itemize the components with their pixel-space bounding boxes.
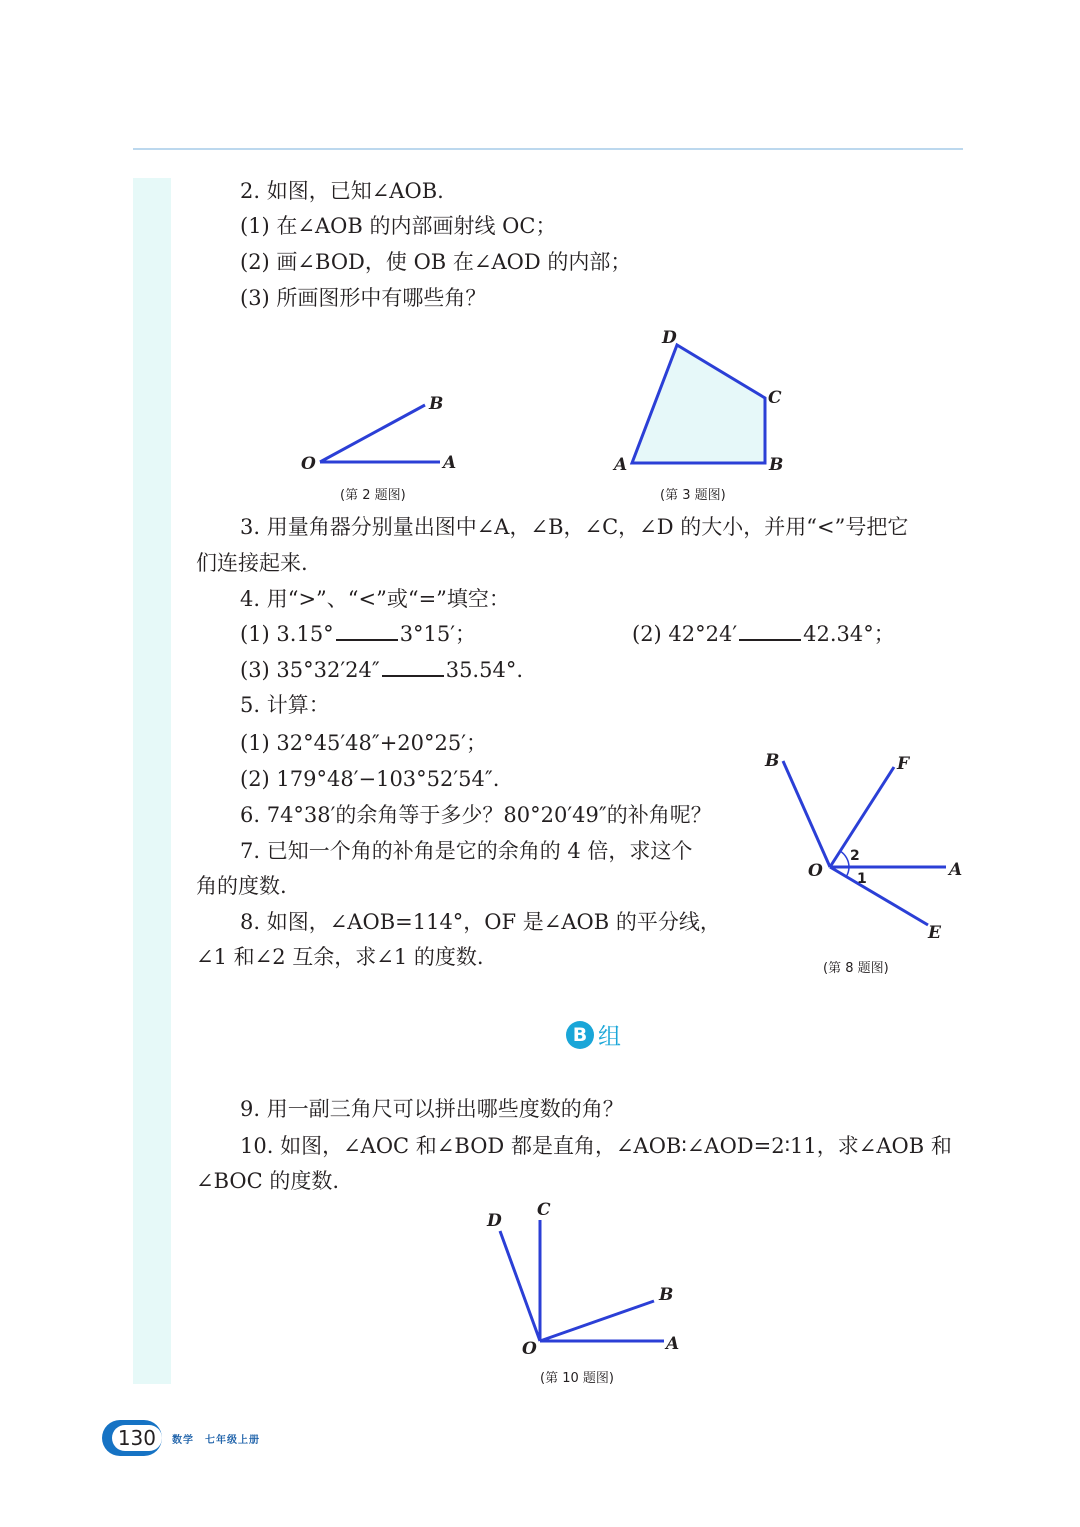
figure-8-label-a: A bbox=[949, 860, 963, 880]
problem-5-title: 5. 计算： bbox=[240, 693, 330, 717]
problem-4-part-3-left: (3) 35°32′24″ bbox=[240, 658, 380, 682]
figure-2-label-o: O bbox=[301, 454, 316, 474]
problem-2-part-1: (1) 在∠AOB 的内部画射线 OC； bbox=[240, 214, 557, 238]
problem-4-part-1 bbox=[240, 621, 476, 647]
problem-3-line-1: 3. 用量角器分别量出图中∠A，∠B，∠C，∠D 的大小，并用“<”号把它 bbox=[240, 515, 909, 539]
problem-4-part-2 bbox=[632, 621, 895, 647]
blank-1[interactable] bbox=[336, 621, 398, 641]
problem-5-part-1: (1) 32°45′48″+20°25′； bbox=[240, 731, 488, 755]
problem-2-title: 2. 如图，已知∠AOB. bbox=[240, 179, 444, 203]
problem-8-line-2: ∠1 和∠2 互余，求∠1 的度数. bbox=[196, 945, 484, 969]
figure-10-label-d: D bbox=[487, 1211, 502, 1231]
page-number: 130 bbox=[112, 1425, 162, 1451]
book-title: 数学 七年级上册 bbox=[172, 1434, 260, 1446]
group-b-label: 组 bbox=[598, 1024, 621, 1050]
problem-10-line-1: 10. 如图，∠AOC 和∠BOD 都是直角，∠AOB∶∠AOD=2∶11，求∠AOB 和 bbox=[240, 1134, 952, 1158]
figure-3-caption: (第 3 题图) bbox=[660, 488, 726, 503]
problem-7-line-1: 7. 已知一个角的补角是它的余角的 4 倍，求这个 bbox=[240, 839, 693, 863]
problem-9: 9. 用一副三角尺可以拼出哪些度数的角？ bbox=[240, 1097, 624, 1121]
sidebar-strip bbox=[133, 178, 171, 1384]
figure-8-caption: (第 8 题图) bbox=[823, 961, 889, 976]
problem-4-part-3-right: 35.54°. bbox=[445, 658, 523, 682]
figure-3 bbox=[605, 325, 800, 480]
problem-4-part-1-right: 3°15′； bbox=[399, 622, 477, 646]
problem-4-part-2-left: (2) 42°24′ bbox=[632, 622, 738, 646]
problem-2-part-2: (2) 画∠BOD，使 OB 在∠AOD 的内部； bbox=[240, 250, 632, 274]
figure-10-label-a: A bbox=[666, 1334, 680, 1354]
problem-10-line-2: ∠BOC 的度数. bbox=[196, 1169, 340, 1193]
problem-8-line-1: 8. 如图，∠AOB=114°，OF 是∠AOB 的平分线， bbox=[240, 910, 721, 934]
figure-8 bbox=[760, 745, 975, 950]
problem-2-part-3: (3) 所画图形中有哪些角？ bbox=[240, 286, 487, 310]
problem-4-title: 4. 用“>”、“<”或“=”填空： bbox=[240, 587, 510, 611]
group-b-badge: B bbox=[566, 1021, 594, 1049]
figure-3-label-c: C bbox=[768, 388, 782, 408]
problem-7-line-2: 角的度数. bbox=[196, 874, 287, 898]
problem-4-part-1-left: (1) 3.15° bbox=[240, 622, 334, 646]
figure-2-label-a: A bbox=[443, 453, 457, 473]
blank-3[interactable] bbox=[382, 657, 444, 677]
figure-8-label-2: 2 bbox=[850, 848, 860, 864]
page-number-badge bbox=[102, 1420, 162, 1456]
group-b-heading bbox=[566, 1018, 621, 1051]
figure-2-caption: (第 2 题图) bbox=[340, 488, 406, 503]
figure-8-label-e: E bbox=[928, 923, 941, 943]
blank-2[interactable] bbox=[739, 621, 801, 641]
problem-4-part-3 bbox=[240, 657, 523, 683]
figure-2 bbox=[295, 385, 475, 480]
figure-8-label-1: 1 bbox=[857, 871, 867, 887]
problem-5-part-2: (2) 179°48′−103°52′54″. bbox=[240, 767, 500, 791]
figure-8-label-o: O bbox=[808, 861, 823, 881]
figure-10-label-b: B bbox=[659, 1285, 674, 1305]
header-rule bbox=[133, 148, 963, 150]
figure-10-caption: (第 10 题图) bbox=[540, 1371, 614, 1386]
problem-4-part-2-right: 42.34°； bbox=[803, 622, 895, 646]
figure-3-label-b: B bbox=[769, 455, 784, 475]
page-footer bbox=[102, 1420, 260, 1456]
figure-10-label-o: O bbox=[522, 1339, 537, 1359]
problem-6: 6. 74°38′的余角等于多少？80°20′49″的补角呢？ bbox=[240, 803, 712, 827]
figure-8-label-f: F bbox=[897, 754, 910, 774]
figure-8-label-b: B bbox=[765, 751, 780, 771]
figure-3-label-d: D bbox=[662, 328, 677, 348]
problem-3-line-2: 们连接起来. bbox=[196, 551, 308, 575]
figure-3-label-a: A bbox=[614, 455, 628, 475]
figure-2-label-b: B bbox=[429, 394, 444, 414]
figure-10 bbox=[480, 1195, 695, 1360]
figure-10-label-c: C bbox=[537, 1200, 551, 1220]
